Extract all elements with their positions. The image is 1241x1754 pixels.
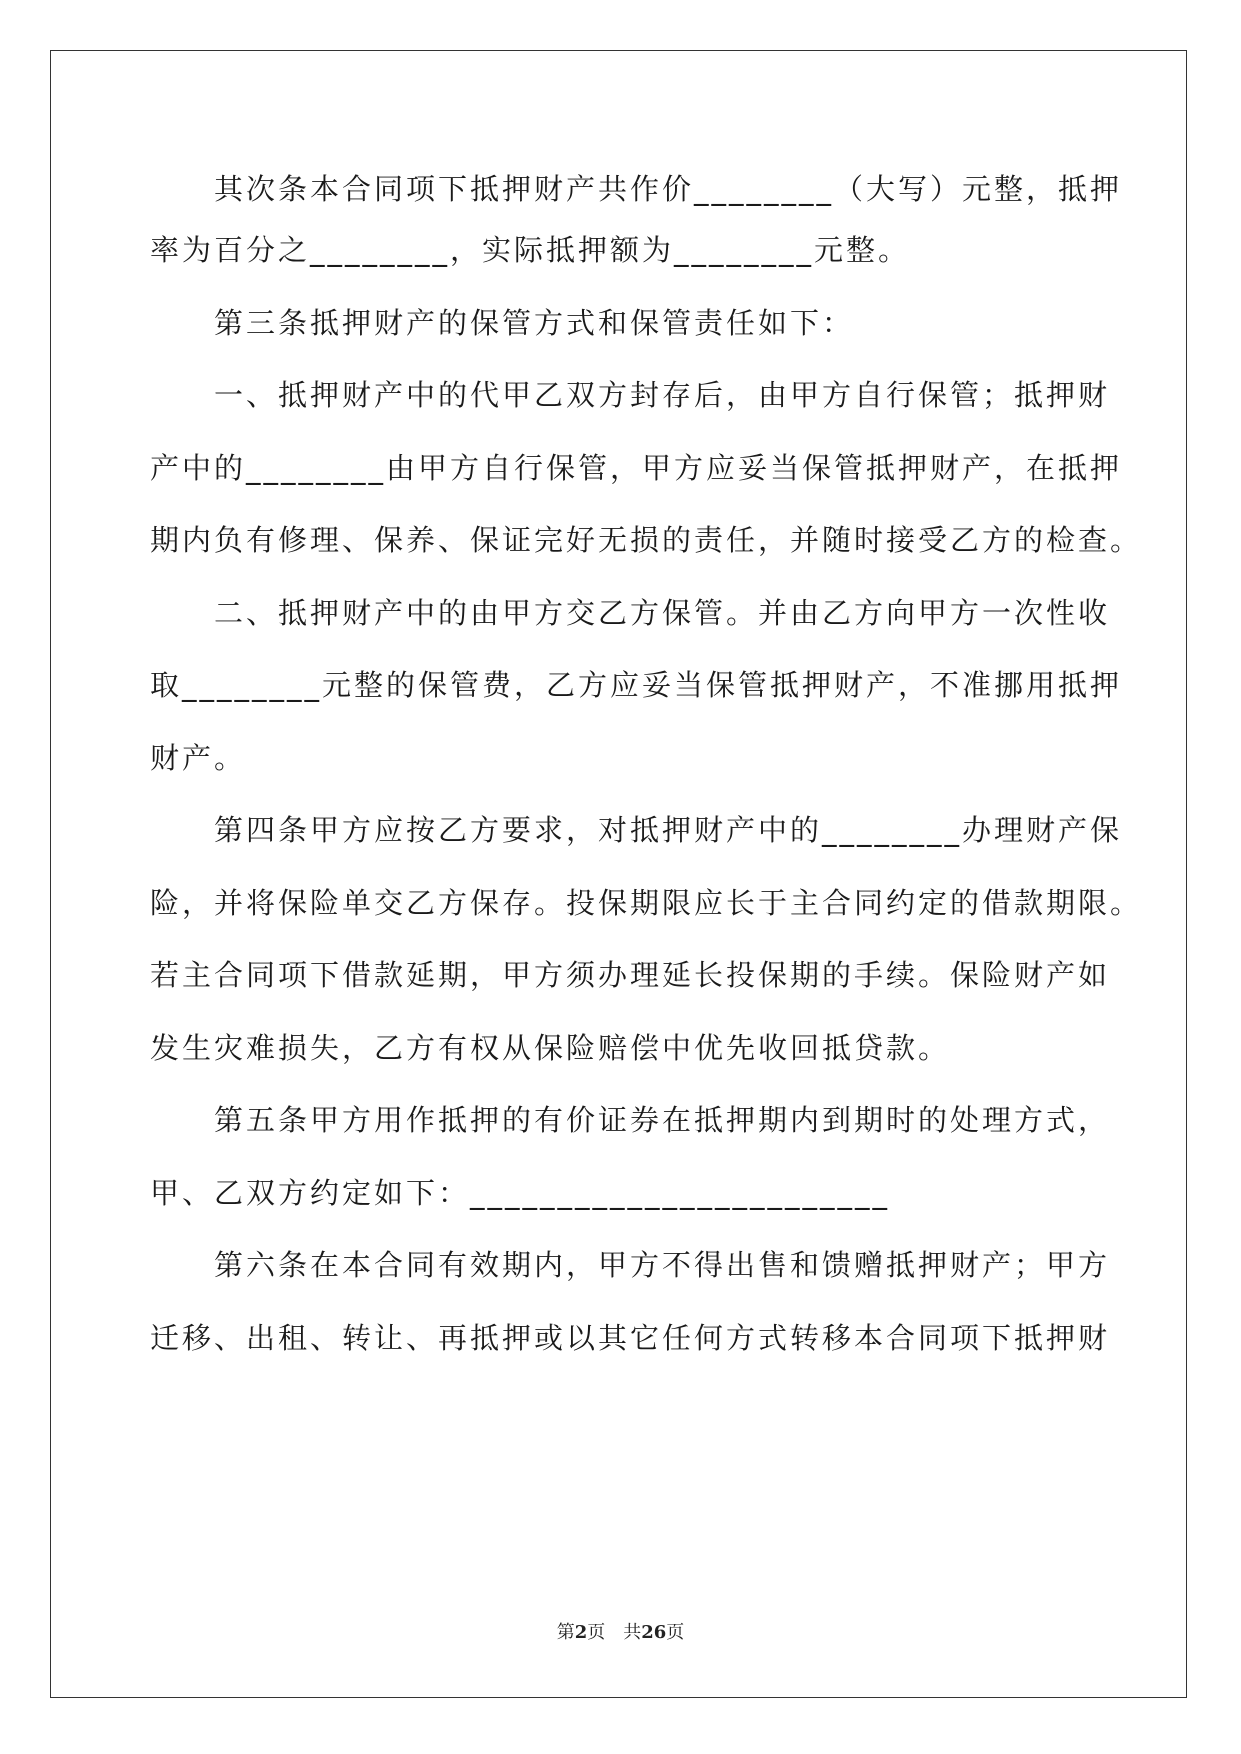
- text-line: 其次条本合同项下抵押财产共作价________（大写）元整，抵押: [214, 172, 1123, 206]
- text-line: 第三条抵押财产的保管方式和保管责任如下：: [214, 306, 855, 340]
- text-line: 迁移、出租、转让、再抵押或以其它任何方式转移本合同项下抵押财: [150, 1321, 1111, 1355]
- text-line: 发生灾难损失，乙方有权从保险赔偿中优先收回抵贷款。: [150, 1031, 951, 1065]
- footer-prefix: 第: [556, 1622, 575, 1643]
- text-line: 期内负有修理、保养、保证完好无损的责任，并随时接受乙方的检查。: [150, 523, 1143, 557]
- text-line: 若主合同项下借款延期，甲方须办理延长投保期的手续。保险财产如: [150, 958, 1111, 992]
- text-line: 财产。: [150, 741, 247, 775]
- text-line: 第四条甲方应按乙方要求，对抵押财产中的________办理财产保: [214, 813, 1123, 847]
- text-line: 产中的________由甲方自行保管，甲方应妥当保管抵押财产，在抵押: [150, 451, 1123, 485]
- text-line: 率为百分之________，实际抵押额为________元整。: [150, 233, 911, 267]
- text-line: 二、抵押财产中的由甲方交乙方保管。并由乙方向甲方一次性收: [214, 596, 1111, 630]
- page-border: [50, 50, 1187, 1698]
- total-pages: 26: [641, 1622, 667, 1643]
- page-number: 2: [574, 1622, 588, 1643]
- text-line: 第五条甲方用作抵押的有价证券在抵押期内到期时的处理方式，: [214, 1103, 1111, 1137]
- text-line: 一、抵押财产中的代甲乙双方封存后，由甲方自行保管；抵押财: [214, 378, 1111, 412]
- footer-mid: 页 共: [587, 1622, 642, 1643]
- footer-suffix: 页: [666, 1622, 685, 1643]
- text-line: 取________元整的保管费，乙方应妥当保管抵押财产，不准挪用抵押: [150, 668, 1123, 702]
- text-line: 第六条在本合同有效期内，甲方不得出售和馈赠抵押财产；甲方: [214, 1248, 1111, 1282]
- text-line: 险，并将保险单交乙方保存。投保期限应长于主合同约定的借款期限。: [150, 886, 1143, 920]
- text-line: 甲、乙双方约定如下：________________________: [150, 1176, 891, 1210]
- page-footer: [0, 1621, 1241, 1645]
